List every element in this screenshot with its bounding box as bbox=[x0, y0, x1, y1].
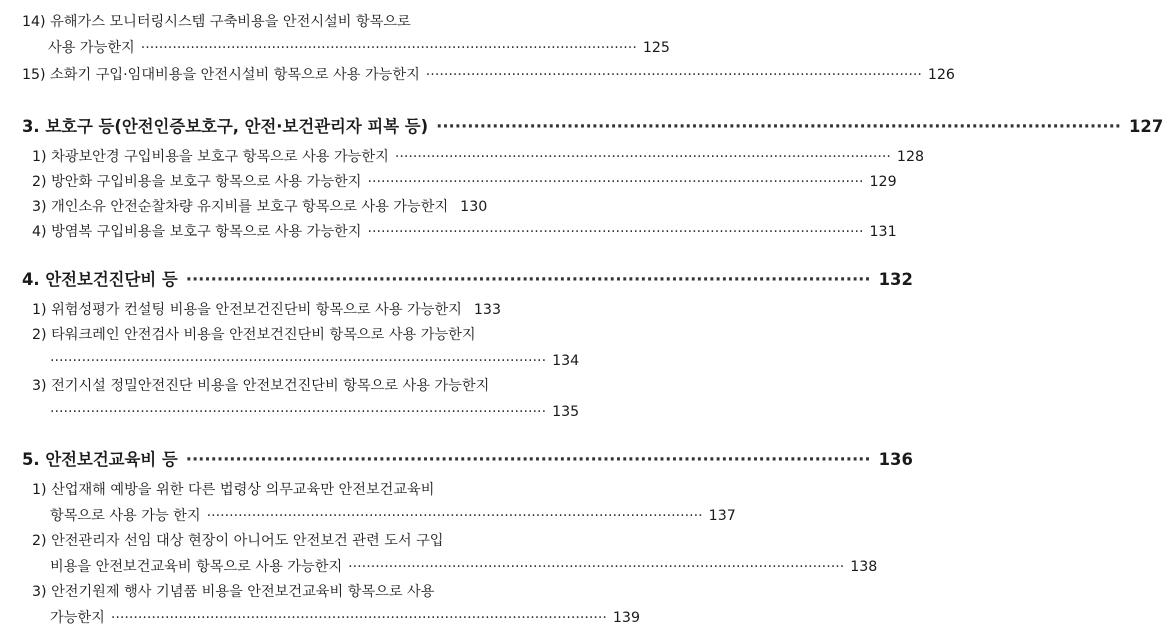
toc-item-line bbox=[32, 530, 486, 552]
toc-item-text: 1) 산업재해 예방을 위한 다른 법령상 의무교육만 안전보건교육비 bbox=[32, 482, 435, 498]
dot-leader: ·············································································································· bbox=[436, 117, 1122, 136]
toc-item-text: 비용을 안전보건교육비 항목으로 사용 가능한지 bbox=[50, 559, 343, 575]
page-number: 133 bbox=[473, 302, 501, 318]
page-number: 127 bbox=[1129, 117, 1163, 136]
toc-item[interactable] bbox=[32, 196, 486, 218]
dot-leader: ·············································································································· bbox=[394, 149, 891, 165]
toc-item[interactable] bbox=[48, 37, 670, 59]
toc-item-text: 항목으로 사용 가능 한지 bbox=[50, 508, 201, 524]
dot-leader: ·············································································································· bbox=[425, 67, 922, 83]
page-number: 125 bbox=[642, 40, 670, 56]
toc-item-text: 3) 안전기원제 행사 기념품 비용을 안전보건교육비 항목으로 사용 bbox=[32, 584, 435, 600]
toc-item[interactable] bbox=[32, 146, 925, 168]
toc-item-text: 2) 방안화 구입비용을 보호구 항목으로 사용 가능한지 bbox=[32, 174, 362, 190]
section-heading-text: 3. 보호구 등(안전인증보호구, 안전·보건관리자 피복 등) bbox=[22, 117, 429, 136]
dot-leader: ·············································································································· bbox=[348, 559, 845, 575]
toc-item-text: 15) 소화기 구입·임대비용을 안전시설비 항목으로 사용 가능한지 bbox=[22, 67, 420, 83]
dot-leader: ·············································································································· bbox=[185, 450, 871, 469]
page-number: 131 bbox=[869, 224, 897, 240]
toc-item[interactable] bbox=[32, 299, 501, 321]
toc-item-text: 1) 차광보안경 구입비용을 보호구 항목으로 사용 가능한지 bbox=[32, 149, 389, 165]
toc-item[interactable] bbox=[50, 556, 878, 578]
toc-item-line bbox=[22, 11, 486, 33]
toc-item-line bbox=[32, 479, 486, 501]
section-heading-text: 5. 안전보건교육비 등 bbox=[22, 450, 178, 469]
dot-leader: ·············································································································· bbox=[110, 610, 607, 626]
toc-item[interactable] bbox=[32, 221, 897, 243]
page-number: 136 bbox=[878, 450, 913, 469]
toc-item-text: 사용 가능한지 bbox=[48, 40, 135, 56]
page-number: 132 bbox=[878, 270, 913, 289]
page-number: 126 bbox=[927, 67, 955, 83]
toc-item-line bbox=[32, 581, 486, 603]
page-number: 128 bbox=[896, 149, 925, 165]
toc-item[interactable] bbox=[50, 350, 580, 372]
section-heading-text: 4. 안전보건진단비 등 bbox=[22, 270, 178, 289]
dot-leader: ·············································································································· bbox=[185, 270, 871, 289]
page-number: 129 bbox=[869, 174, 897, 190]
toc-item-line bbox=[32, 375, 490, 397]
dot-leader: ·············································································································· bbox=[50, 404, 547, 420]
page-number: 135 bbox=[552, 404, 580, 420]
toc-item-text: 4) 방염복 구입비용을 보호구 항목으로 사용 가능한지 bbox=[32, 224, 362, 240]
toc-item[interactable] bbox=[22, 64, 955, 86]
page-number: 134 bbox=[552, 353, 580, 369]
dot-leader: ·············································································································· bbox=[367, 224, 864, 240]
toc-item[interactable] bbox=[50, 607, 640, 629]
dot-leader: ·············································································································· bbox=[206, 508, 703, 524]
toc-item[interactable] bbox=[50, 401, 580, 423]
dot-leader: ·············································································································· bbox=[367, 174, 864, 190]
toc-item-text: 2) 타워크레인 안전검사 비용을 안전보건진단비 항목으로 사용 가능한지 bbox=[32, 327, 476, 343]
page-number: 139 bbox=[612, 610, 640, 626]
section-heading[interactable] bbox=[22, 116, 1163, 138]
page-number: 130 bbox=[460, 199, 488, 215]
toc-item-text: 가능한지 bbox=[50, 610, 105, 626]
page-number: 137 bbox=[708, 508, 736, 524]
toc-item-line bbox=[32, 324, 486, 346]
toc-item[interactable] bbox=[32, 171, 897, 193]
toc-item-text: 3) 개인소유 안전순찰차량 유지비를 보호구 항목으로 사용 가능한지 bbox=[32, 199, 449, 215]
section-heading[interactable] bbox=[22, 269, 913, 291]
toc-item-text: 2) 안전관리자 선임 대상 현장이 아니어도 안전보건 관련 도서 구입 bbox=[32, 533, 444, 549]
section-heading[interactable] bbox=[22, 449, 913, 471]
dot-leader: ·············································································································· bbox=[50, 353, 547, 369]
page-number: 138 bbox=[850, 559, 878, 575]
toc-item-text: 1) 위험성평가 컨설팅 비용을 안전보건진단비 항목으로 사용 가능한지 bbox=[32, 302, 462, 318]
toc-item[interactable] bbox=[50, 505, 736, 527]
dot-leader: ·············································································································· bbox=[140, 40, 637, 56]
toc-item-text: 3) 전기시설 정밀안전진단 비용을 안전보건진단비 항목으로 사용 가능한지 bbox=[32, 378, 490, 394]
toc-item-text: 14) 유해가스 모니터링시스템 구축비용을 안전시설비 항목으로 bbox=[22, 14, 411, 30]
